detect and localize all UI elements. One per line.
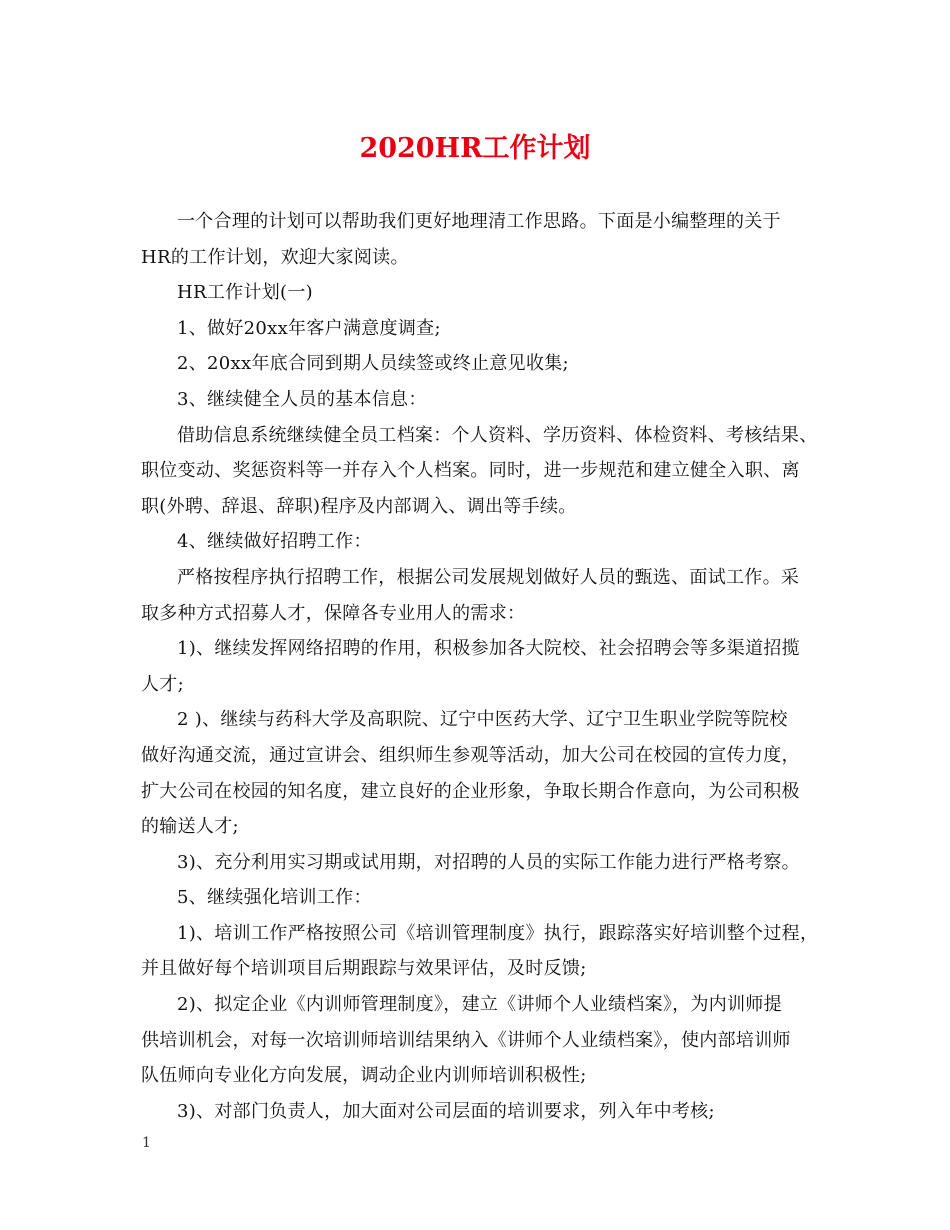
paragraph-line: HR的工作计划，欢迎大家阅读。 xyxy=(141,246,409,268)
document-body xyxy=(141,204,829,1129)
paragraph-line: 的输送人才; xyxy=(141,816,239,838)
paragraph-line: 借助信息系统继续健全员工档案：个人资料、学历资料、体检资料、考核结果、 xyxy=(177,424,818,446)
paragraph-line: 队伍师向专业化方向发展，调动企业内训师培训积极性; xyxy=(141,1065,587,1087)
paragraph-line: 2、20xx年底合同到期人员续签或终止意见收集; xyxy=(177,353,569,375)
paragraph-line: 一个合理的计划可以帮助我们更好地理清工作思路。下面是小编整理的关于 xyxy=(177,211,781,232)
paragraph-line: 取多种方式招募人才，保障各专业用人的需求： xyxy=(141,602,526,624)
paragraph-line: 3)、对部门负责人，加大面对公司层面的培训要求，列入年中考核; xyxy=(177,1100,715,1122)
paragraph-line: 供培训机会，对每一次培训师培训结果纳入《讲师个人业绩档案》，使内部培训师 xyxy=(141,1029,791,1051)
paragraph-line: 并且做好每个培训项目后期跟踪与效果评估，及时反馈; xyxy=(141,958,587,980)
paragraph-line: HR工作计划(一) xyxy=(177,282,313,304)
paragraph-line: 职位变动、奖惩资料等一并存入个人档案。同时，进一步规范和建立健全入职、离 xyxy=(141,460,800,482)
paragraph-line: 3)、充分利用实习期或试用期，对招聘的人员的实际工作能力进行严格考察。 xyxy=(177,851,800,873)
paragraph-line: 3、继续健全人员的基本信息： xyxy=(177,388,427,410)
paragraph-line: 严格按程序执行招聘工作，根据公司发展规划做好人员的甄选、面试工作。采 xyxy=(177,566,800,588)
paragraph-line: 1)、培训工作严格按照公司《培训管理制度》执行，跟踪落实好培训整个过程， xyxy=(177,922,819,944)
paragraph-line: 人才; xyxy=(141,673,184,695)
paragraph-line: 扩大公司在校园的知名度，建立良好的企业形象，争取长期合作意向，为公司积极 xyxy=(141,780,800,802)
paragraph-line: 4、继续做好招聘工作： xyxy=(177,531,372,553)
paragraph-line: 2)、拟定企业《内训师管理制度》，建立《讲师个人业绩档案》，为内训师提 xyxy=(177,994,782,1016)
paragraph-line: 2 )、继续与药科大学及高职院、辽宁中医药大学、辽宁卫生职业学院等院校 xyxy=(177,709,788,731)
paragraph-line: 做好沟通交流，通过宣讲会、组织师生参观等活动，加大公司在校园的宣传力度， xyxy=(141,744,800,766)
page-number: 1 xyxy=(142,1135,151,1151)
paragraph-line: 5、继续强化培训工作： xyxy=(177,887,372,909)
document-title: 2020HR工作计划 xyxy=(359,133,591,164)
paragraph-line: 1)、继续发挥网络招聘的作用，积极参加各大院校、社会招聘会等多渠道招揽 xyxy=(177,638,800,660)
paragraph-line: 1、做好20xx年客户满意度调查; xyxy=(177,317,441,339)
paragraph-line: 职(外聘、辞退、辞职)程序及内部调入、调出等手续。 xyxy=(141,495,577,517)
